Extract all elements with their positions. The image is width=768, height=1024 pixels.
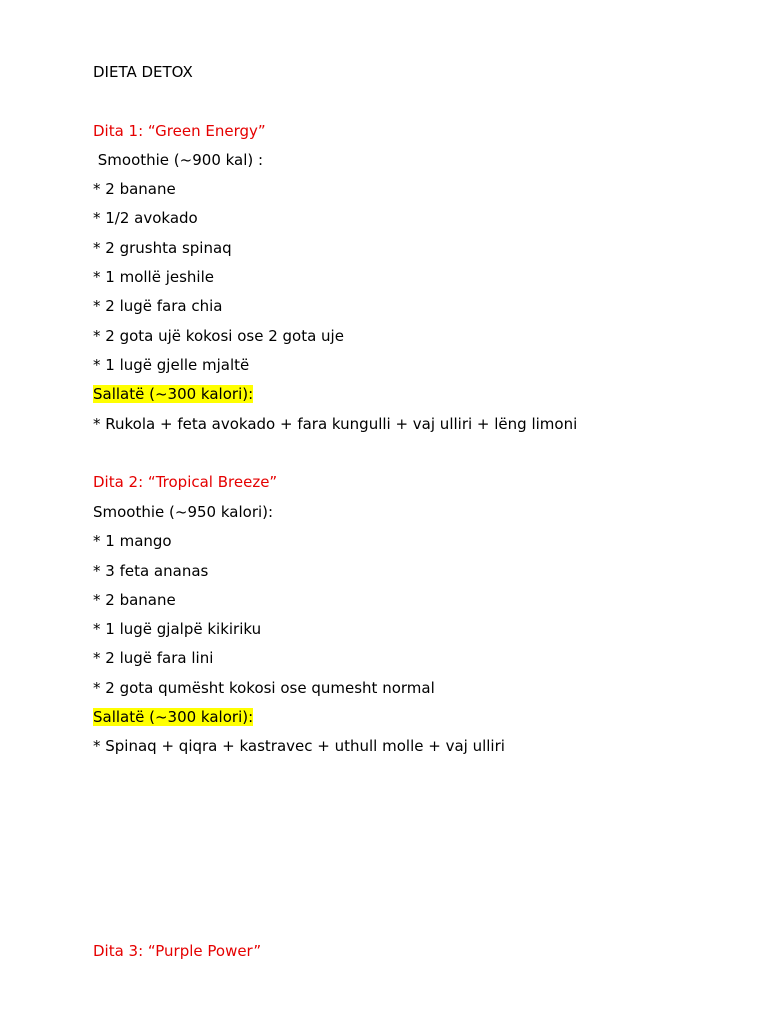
day3-heading: Dita 3: “Purple Power” xyxy=(93,942,262,960)
document-title: DIETA DETOX xyxy=(93,63,193,81)
day2-smoothie-item: * 2 gota qumësht kokosi ose qumesht normal xyxy=(93,679,435,697)
day1-smoothie-item: * 2 grushta spinaq xyxy=(93,239,232,257)
day1-smoothie-item: * 2 gota ujë kokosi ose 2 gota uje xyxy=(93,327,344,345)
day2-heading: Dita 2: “Tropical Breeze” xyxy=(93,473,278,491)
day1-smoothie-label: Smoothie (~900 kal) : xyxy=(93,151,264,169)
day2-smoothie-item: * 1 lugë gjalpë kikiriku xyxy=(93,620,262,638)
day1-salad-label xyxy=(93,384,253,404)
day1-smoothie-item: * 2 lugë fara chia xyxy=(93,297,223,315)
day2-smoothie-item: * 2 lugë fara lini xyxy=(93,649,214,667)
day2-salad-label-highlight: Sallatë (~300 kalori): xyxy=(93,708,254,726)
day2-smoothie-item: * 2 banane xyxy=(93,591,176,609)
day1-smoothie-item: * 1 mollë jeshile xyxy=(93,268,214,286)
day1-smoothie-item: * 2 banane xyxy=(93,180,176,198)
day1-heading: Dita 1: “Green Energy” xyxy=(93,122,266,140)
day2-smoothie-item: * 1 mango xyxy=(93,532,172,550)
day2-smoothie-item: * 3 feta ananas xyxy=(93,562,209,580)
day1-smoothie-item: * 1/2 avokado xyxy=(93,209,198,227)
day1-salad-label-highlight: Sallatë (~300 kalori): xyxy=(93,385,254,403)
day1-salad-item: * Rukola + feta avokado + fara kungulli + vaj ulliri + lëng limoni xyxy=(93,415,578,433)
day2-smoothie-label: Smoothie (~950 kalori): xyxy=(93,503,274,521)
day2-salad-label xyxy=(93,707,253,727)
day1-smoothie-item: * 1 lugë gjelle mjaltë xyxy=(93,356,250,374)
day2-salad-item: * Spinaq + qiqra + kastravec + uthull molle + vaj ulliri xyxy=(93,737,505,755)
